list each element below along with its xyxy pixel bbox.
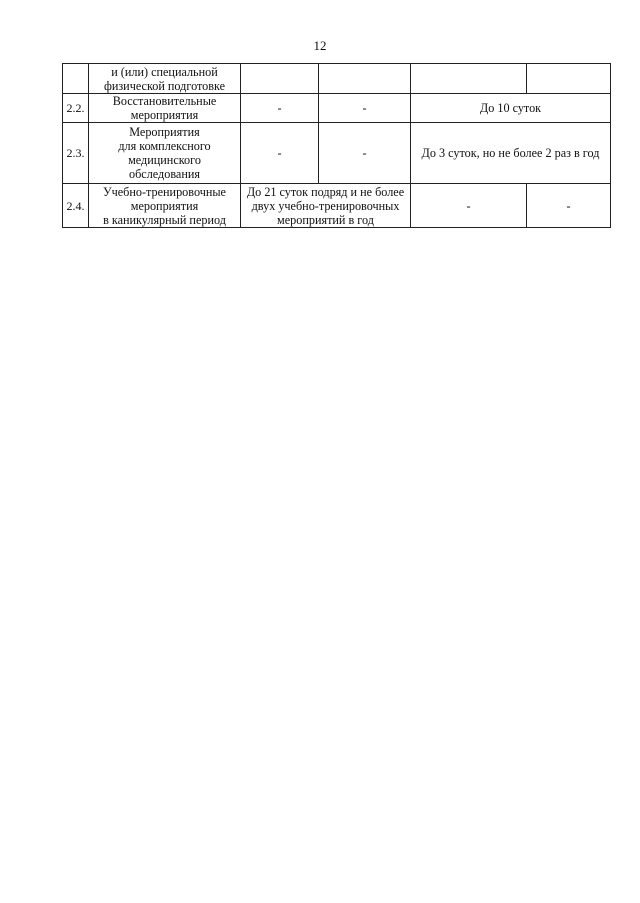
activity-name-line: Мероприятия: [129, 125, 200, 139]
table-cell: [319, 64, 411, 94]
table-row-2-3: [63, 123, 611, 184]
table-cell: -: [319, 123, 411, 184]
activity-name-line: медицинского: [128, 153, 201, 167]
row-number-cell: 2.3.: [63, 123, 89, 184]
table-cell: [411, 64, 527, 94]
table-cell: -: [527, 184, 611, 228]
activity-name-cell: [89, 64, 241, 94]
row-number-cell: 2.2.: [63, 94, 89, 123]
table-row-2-4: [63, 184, 611, 228]
table-row-continuation: [63, 64, 611, 94]
duration-line: До 21 суток подряд и не более: [246, 184, 405, 199]
row-number-cell: 2.4.: [63, 184, 89, 228]
activity-name-cell: [89, 184, 241, 228]
duration-merged-cell: До 10 суток: [411, 94, 611, 123]
duration-line: мероприятий в год: [277, 212, 374, 227]
table-cell: [241, 64, 319, 94]
activity-name-line: мероприятия: [130, 108, 199, 122]
duration-merged-cell: До 3 суток, но не более 2 раз в год: [411, 123, 611, 184]
activity-name-line: в каникулярный период: [103, 212, 226, 227]
activity-name-line: физической подготовке: [103, 78, 226, 93]
activity-name-cell: [89, 94, 241, 123]
table-cell: -: [241, 94, 319, 123]
table-cell: [527, 64, 611, 94]
table-cell: -: [411, 184, 527, 228]
table-cell: -: [241, 123, 319, 184]
document-table: [62, 63, 611, 228]
activity-name-line: Восстановительные: [112, 94, 217, 108]
activity-name-line: мероприятия: [130, 198, 199, 213]
duration-line: двух учебно-тренировочных: [251, 198, 400, 213]
activity-name-line: и (или) специальной: [111, 64, 218, 79]
row-number-cell: [63, 64, 89, 94]
activity-name-line: для комплексного: [118, 139, 211, 153]
table-cell: -: [319, 94, 411, 123]
activity-name-line: обследования: [129, 167, 200, 181]
page-number: 12: [313, 38, 327, 53]
activity-name-cell: [89, 123, 241, 184]
table-row-2-2: [63, 94, 611, 123]
activity-name-line: Учебно-тренировочные: [103, 184, 226, 199]
duration-merged-cell: [241, 184, 411, 228]
